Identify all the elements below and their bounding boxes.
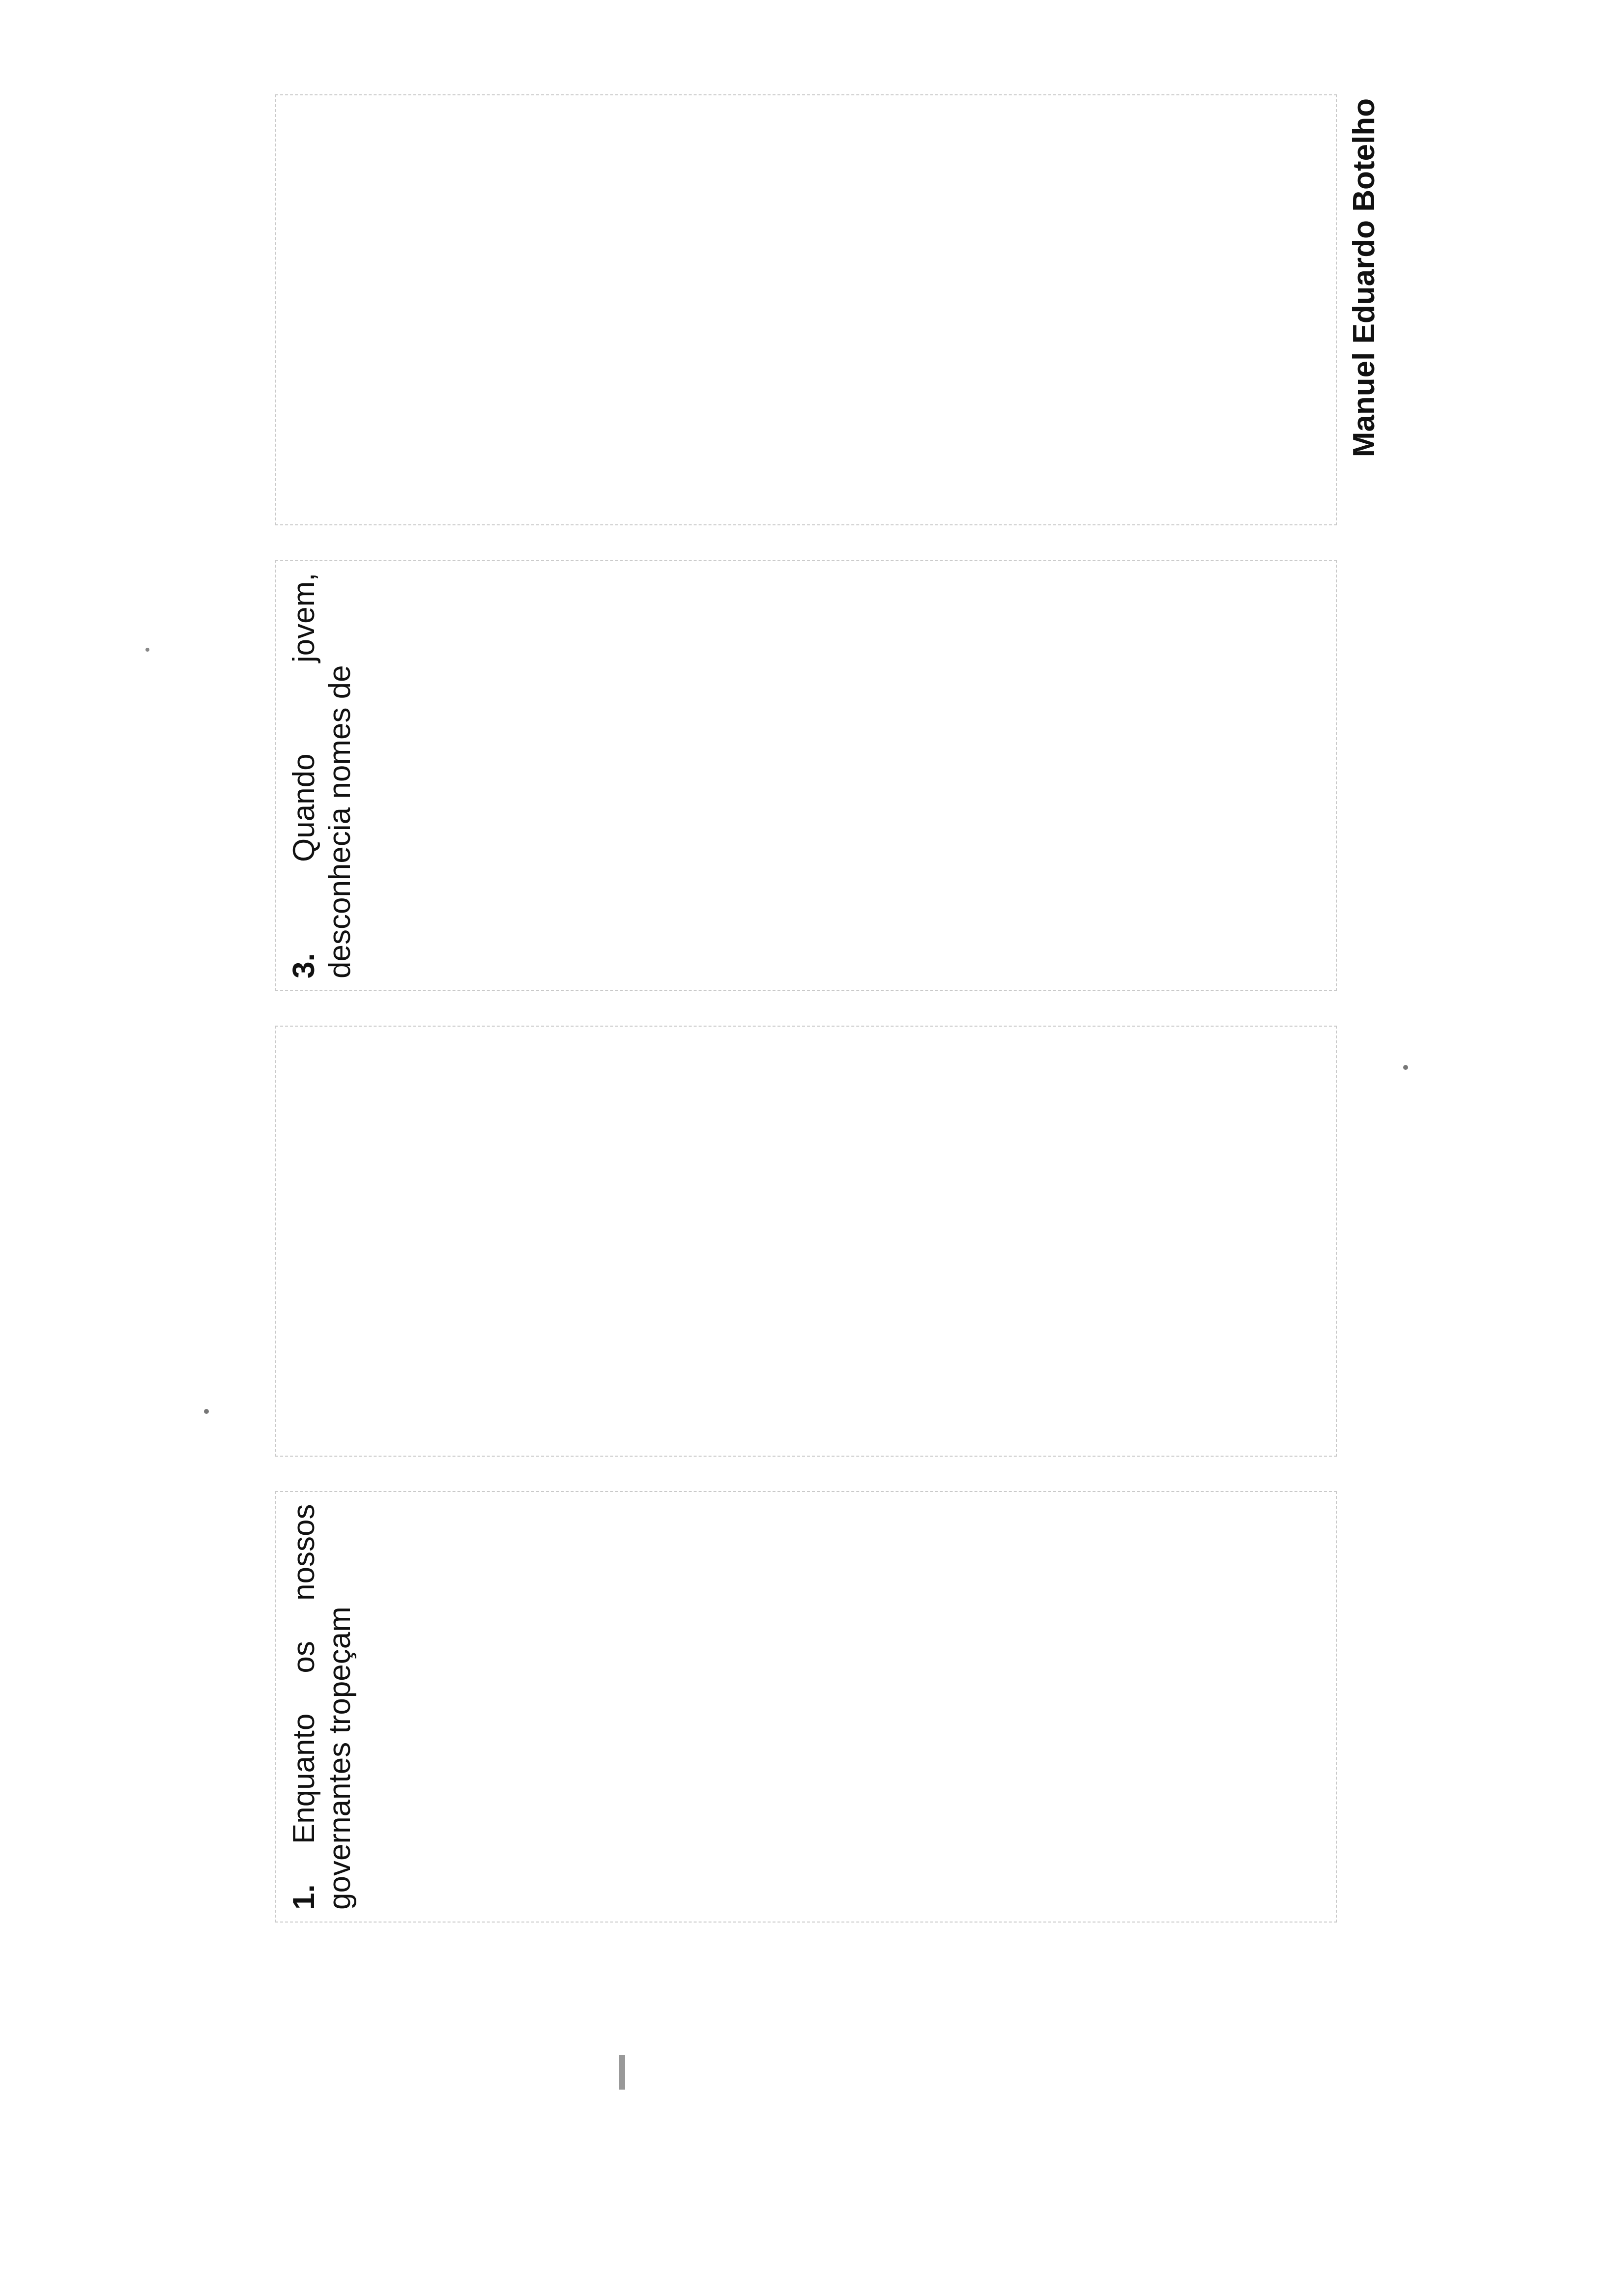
scan-speck — [1403, 1065, 1408, 1070]
column-lead: Quando jovem, desconhecia nomes de — [287, 573, 357, 978]
section-number: 3. — [287, 953, 321, 978]
text-column-2 — [275, 1026, 1337, 1457]
text-column-1 — [275, 1492, 1337, 1923]
section-number: 1. — [287, 1884, 321, 1910]
author-signature: Manuel Eduardo Botelho — [1347, 98, 1381, 458]
text-column-3 — [275, 560, 1337, 992]
scan-smudge — [619, 2055, 625, 2090]
scan-speck — [204, 1409, 209, 1414]
scan-speck — [145, 648, 149, 652]
article-body — [275, 94, 1337, 1923]
text-column-4 — [275, 94, 1337, 526]
column-lead: Enquanto os nossos governantes tropeçam — [287, 1504, 357, 1910]
